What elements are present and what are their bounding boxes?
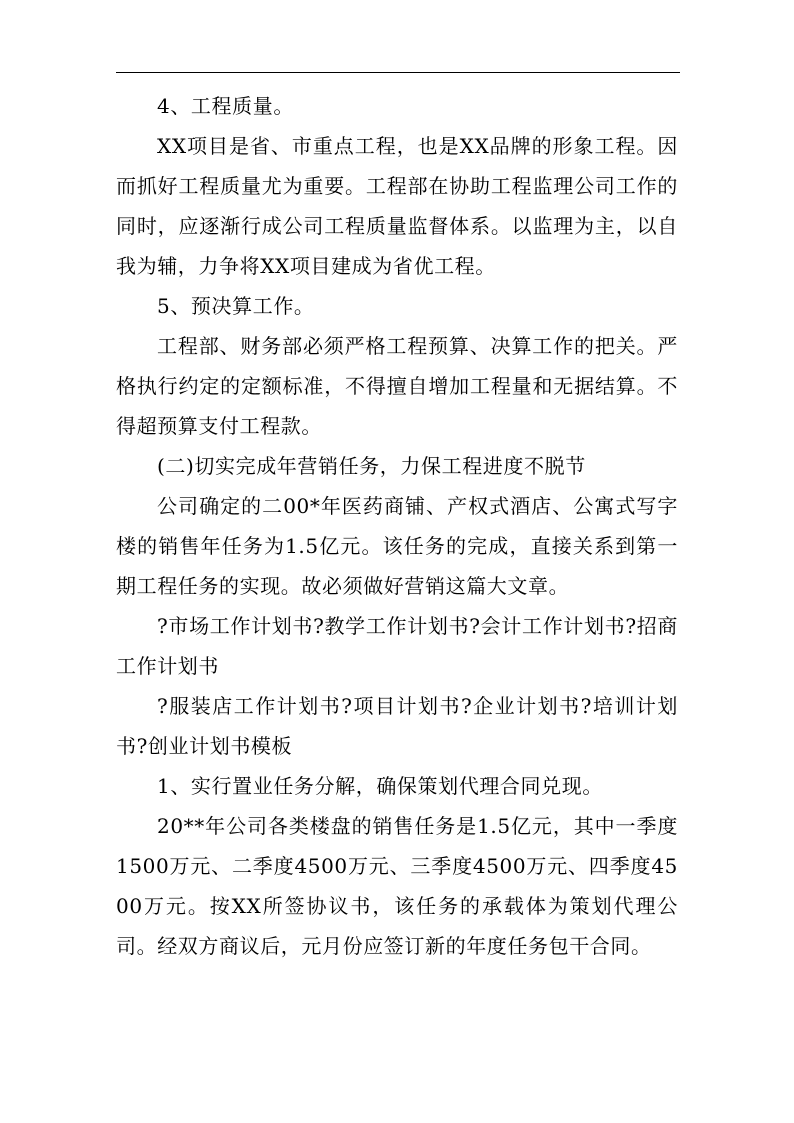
paragraph-sales-target: 公司确定的二00*年医药商铺、产权式酒店、公寓式写字楼的销售年任务为1.5亿元。该任务的完成，直接关系到第一期工程任务的实现。故必须做好营销这篇大文章。 xyxy=(116,494,678,598)
heading-section-two: (二)切实完成年营销任务，力保工程进度不脱节 xyxy=(157,454,586,478)
heading-task-breakdown: 1、实行置业任务分解，确保策划代理合同兑现。 xyxy=(157,774,603,798)
heading-budget-work: 5、预决算工作。 xyxy=(157,294,315,318)
heading-engineering-quality: 4、工程质量。 xyxy=(157,94,294,118)
related-links-line-1[interactable]: ?市场工作计划书?教学工作计划书?会计工作计划书?招商工作计划书 xyxy=(116,614,678,678)
related-links-line-2[interactable]: ?服装店工作计划书?项目计划书?企业计划书?培训计划书?创业计划书模板 xyxy=(116,694,678,758)
paragraph-budget-work: 工程部、财务部必须严格工程预算、决算工作的把关。严格执行约定的定额标准，不得擅自增加工程量和无据结算。不得超预算支付工程款。 xyxy=(116,334,678,438)
header-rule xyxy=(116,72,680,73)
document-body xyxy=(116,86,678,966)
paragraph-engineering-quality: XX项目是省、市重点工程，也是XX品牌的形象工程。因而抓好工程质量尤为重要。工程部在协助工程监理公司工作的同时，应逐渐行成公司工程质量监督体系。以监理为主，以自我为辅，力争将XX项目建成为省优工程。 xyxy=(116,134,678,278)
paragraph-quarterly-targets: 20**年公司各类楼盘的销售任务是1.5亿元，其中一季度1500万元、二季度4500万元、三季度4500万元、四季度4500万元。按XX所签协议书，该任务的承载体为策划代理公司。经双方商议后，元月份应签订新的年度任务包干合同。 xyxy=(116,814,678,958)
